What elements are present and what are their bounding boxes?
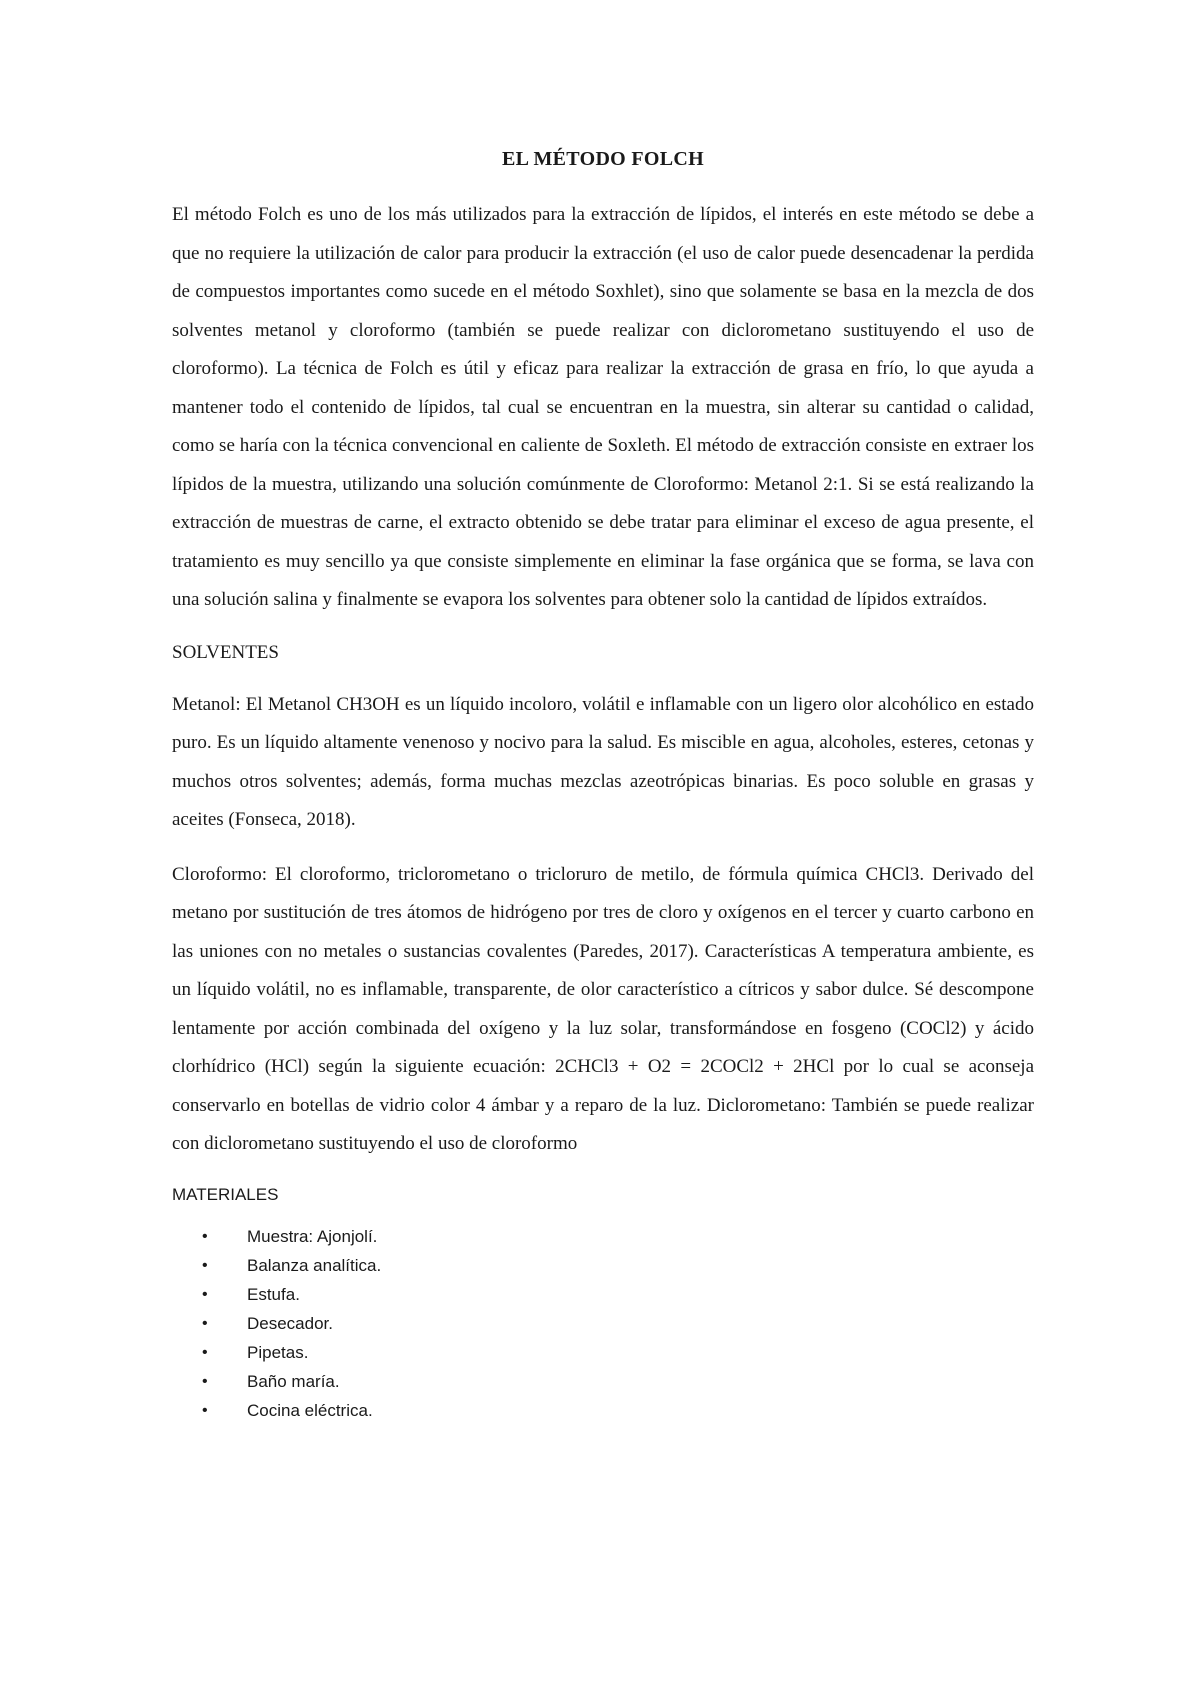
bullet-icon: • xyxy=(202,1285,208,1303)
document-page xyxy=(172,140,1034,1425)
list-item-label: Muestra: Ajonjolí. xyxy=(247,1226,378,1246)
list-item-label: Estufa. xyxy=(247,1284,300,1304)
bullet-icon: • xyxy=(202,1314,208,1332)
materiales-heading: MATERIALES xyxy=(172,1184,279,1204)
list-item xyxy=(172,1309,1034,1338)
list-item-label: Cocina eléctrica. xyxy=(247,1400,373,1420)
list-item xyxy=(172,1367,1034,1396)
document-title: EL MÉTODO FOLCH xyxy=(502,148,704,170)
intro-paragraph: El método Folch es uno de los más utilizados para la extracción de lípidos, el interés en este método se debe a que no requiere la utilización de calor para producir la extracción (el uso de calor puede desencadenar la perdida de compuestos importantes como sucede en el método Soxhlet), sino que solamente se basa en la mezcla de dos solventes metanol y cloroformo (también se puede realizar con diclorometano sustituyendo el uso de cloroformo). La técnica de Folch es útil y eficaz para realizar la extracción de grasa en frío, lo que ayuda a mantener todo el contenido de lípidos, tal cual se encuentran en la muestra, sin alterar su cantidad o calidad, como se haría con la técnica convencional en caliente de Soxleth. El método de extracción consiste en extraer los lípidos de la muestra, utilizando una solución comúnmente de Cloroformo: Metanol 2:1. Si se está realizando la extracción de muestras de carne, el extracto obtenido se debe tratar para eliminar el exceso de agua presente, el tratamiento es muy sencillo ya que consiste simplemente en eliminar la fase orgánica que se forma, se lava con una solución salina y finalmente se evapora los solventes para obtener solo la cantidad de lípidos extraídos. xyxy=(172,204,1034,610)
list-item xyxy=(172,1396,1034,1425)
list-item-label: Balanza analítica. xyxy=(247,1255,382,1275)
list-item xyxy=(172,1280,1034,1309)
list-item-label: Pipetas. xyxy=(247,1342,309,1362)
list-item-label: Baño maría. xyxy=(247,1371,340,1391)
list-item xyxy=(172,1251,1034,1280)
list-item xyxy=(172,1222,1034,1251)
metanol-paragraph: Metanol: El Metanol CH3OH es un líquido incoloro, volátil e inflamable con un ligero olor alcohólico en estado puro. Es un líquido altamente venenoso y nocivo para la salud. Es miscible en agua, alcoholes, esteres, cetonas y muchos otros solventes; además, forma muchas mezclas azeotrópicas binarias. Es poco soluble en grasas y aceites (Fonseca, 2018). xyxy=(172,693,1034,830)
list-item-label: Desecador. xyxy=(247,1313,333,1333)
bullet-icon: • xyxy=(202,1256,208,1274)
bullet-icon: • xyxy=(202,1343,208,1361)
bullet-icon: • xyxy=(202,1227,208,1245)
bullet-icon: • xyxy=(202,1372,208,1390)
materiales-list xyxy=(172,1222,1034,1425)
list-item xyxy=(172,1338,1034,1367)
solventes-heading: SOLVENTES xyxy=(172,641,279,663)
cloroformo-paragraph: Cloroformo: El cloroformo, triclorometano o tricloruro de metilo, de fórmula química CHCl3. Derivado del metano por sustitución de tres átomos de hidrógeno por tres de cloro y oxígenos en el tercer y cuarto carbono en las uniones con no metales o sustancias covalentes (Paredes, 2017). Características A temperatura ambiente, es un líquido volátil, no es inflamable, transparente, de olor característico a cítricos y sabor dulce. Sé descompone lentamente por acción combinada del oxígeno y la luz solar, transformándose en fosgeno (COCl2) y ácido clorhídrico (HCl) según la siguiente ecuación: 2CHCl3 + O2 = 2COCl2 + 2HCl por lo cual se aconseja conservarlo en botellas de vidrio color 4 ámbar y a reparo de la luz. Diclorometano: También se puede realizar con diclorometano sustituyendo el uso de cloroformo xyxy=(172,863,1034,1154)
bullet-icon: • xyxy=(202,1401,208,1419)
